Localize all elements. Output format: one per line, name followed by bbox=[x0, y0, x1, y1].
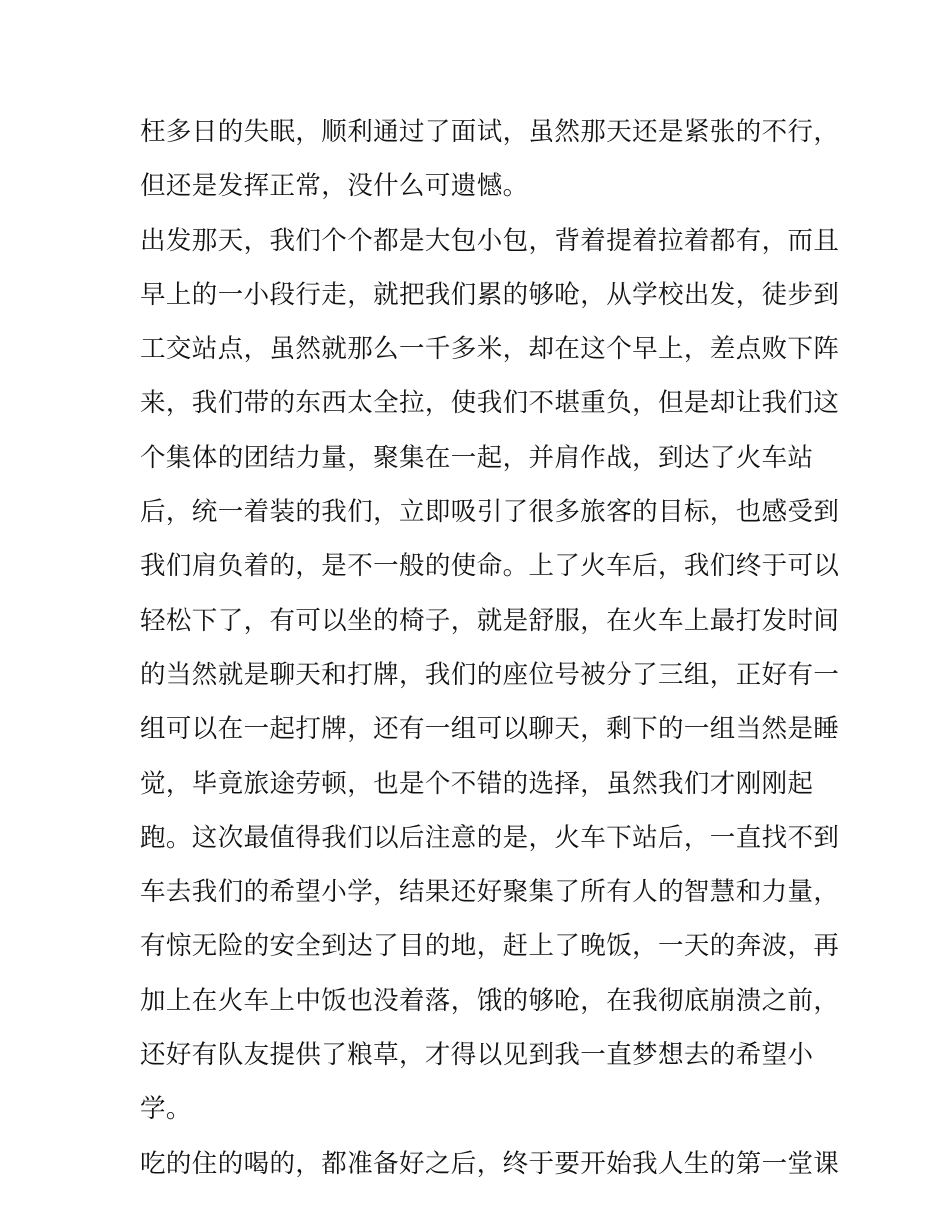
text-line: 学。 bbox=[140, 1094, 192, 1125]
text-line: 的当然就是聊天和打牌，我们的座位号被分了三组，正好有一 bbox=[140, 659, 840, 690]
text-line: 觉，毕竟旅途劳顿，也是个不错的选择，虽然我们才刚刚起 bbox=[140, 768, 814, 799]
text-line: 后，统一着装的我们，立即吸引了很多旅客的目标，也感受到 bbox=[140, 497, 840, 528]
body-text bbox=[140, 105, 840, 1191]
text-line: 有惊无险的安全到达了目的地，赶上了晚饭，一天的奔波，再 bbox=[140, 931, 840, 962]
text-line: 我们肩负着的，是不一般的使命。上了火车后，我们终于可以 bbox=[140, 551, 840, 582]
text-line: 来，我们带的东西太全拉，使我们不堪重负，但是却让我们这 bbox=[140, 388, 840, 419]
text-line: 工交站点，虽然就那么一千多米，却在这个早上，差点败下阵 bbox=[140, 334, 840, 365]
text-line: 还好有队友提供了粮草，才得以见到我一直梦想去的希望小 bbox=[140, 1040, 814, 1071]
text-line: 枉多日的失眠，顺利通过了面试，虽然那天还是紧张的不行， bbox=[140, 117, 840, 147]
text-line: 个集体的团结力量，聚集在一起，并肩作战，到达了火车站 bbox=[140, 442, 814, 473]
text-line: 吃的住的喝的，都准备好之后，终于要开始我人生的第一堂课 bbox=[140, 1148, 840, 1179]
text-line: 加上在火车上中饭也没着落，饿的够呛，在我彻底崩溃之前， bbox=[140, 985, 840, 1016]
text-line: 车去我们的希望小学，结果还好聚集了所有人的智慧和力量， bbox=[140, 877, 840, 908]
text-line: 出发那天，我们个个都是大包小包，背着提着拉着都有，而且 bbox=[140, 225, 840, 256]
text-line: 组可以在一起打牌，还有一组可以聊天，剩下的一组当然是睡 bbox=[140, 714, 840, 745]
text-line: 跑。这次最值得我们以后注意的是，火车下站后，一直找不到 bbox=[140, 822, 840, 853]
text-line: 早上的一小段行走，就把我们累的够呛，从学校出发，徒步到 bbox=[140, 279, 840, 310]
text-line: 但还是发挥正常，没什么可遗憾。 bbox=[140, 171, 529, 202]
text-line: 轻松下了，有可以坐的椅子，就是舒服，在火车上最打发时间 bbox=[140, 605, 840, 636]
